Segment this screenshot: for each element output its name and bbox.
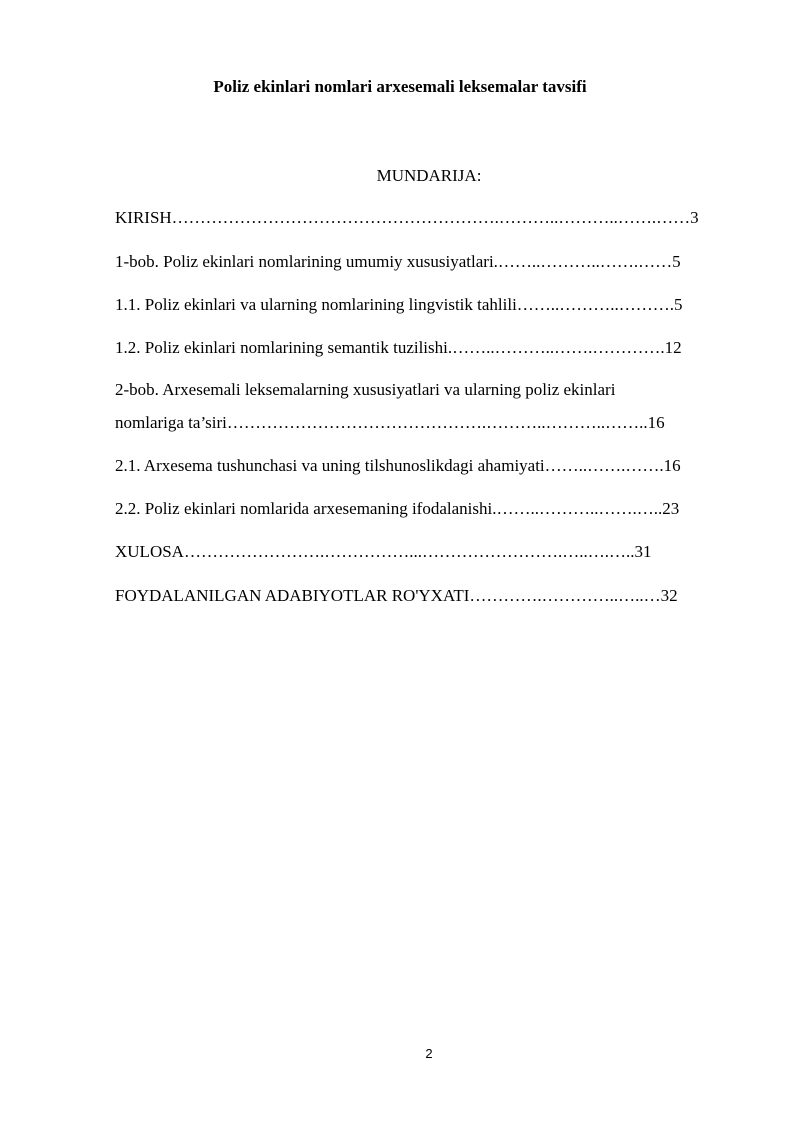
toc-entry-section-2-2: 2.2. Poliz ekinlari nomlarida arxesemaning ifodalanishi.……..………..…….…..23 [115, 499, 680, 518]
toc-entry-bibliography: FOYDALANILGAN ADABIYOTLAR RO'YXATI………….…………..…..…32 [115, 586, 678, 605]
toc-heading: MUNDARIJA: [376, 166, 482, 185]
document-title: Poliz ekinlari nomlari arxesemali leksemalar tavsifi [213, 77, 587, 96]
toc-entry-chapter-1: 1-bob. Poliz ekinlari nomlarining umumiy xususiyatlari.……..………..…….……5 [115, 252, 681, 271]
toc-entry-xulosa: XULOSA…………………….……………...…………………….…..….…..31 [115, 542, 652, 561]
toc-entry-section-1-1: 1.1. Poliz ekinlari va ularning nomlarining lingvistik tahlili……..………..……….5 [115, 295, 683, 314]
toc-entry-section-1-2: 1.2. Poliz ekinlari nomlarining semantik tuzilishi.……..………..…….………….12 [115, 338, 682, 357]
toc-entry-section-2-1: 2.1. Arxesema tushunchasi va uning tilshunoslikdagi ahamiyati……..…….…….16 [115, 456, 681, 475]
toc-entry-chapter-2-line-1: 2-bob. Arxesemali leksemalarning xususiyatlari va ularning poliz ekinlari [115, 380, 616, 399]
toc-entry-kirish: KIRISH………………………………………………….………..………..…….……3 [115, 208, 699, 227]
toc-entry-chapter-2-line-2: nomlariga ta’siri……………………………………….………..………..……..16 [115, 413, 665, 432]
page-number: 2 [425, 1046, 433, 1061]
